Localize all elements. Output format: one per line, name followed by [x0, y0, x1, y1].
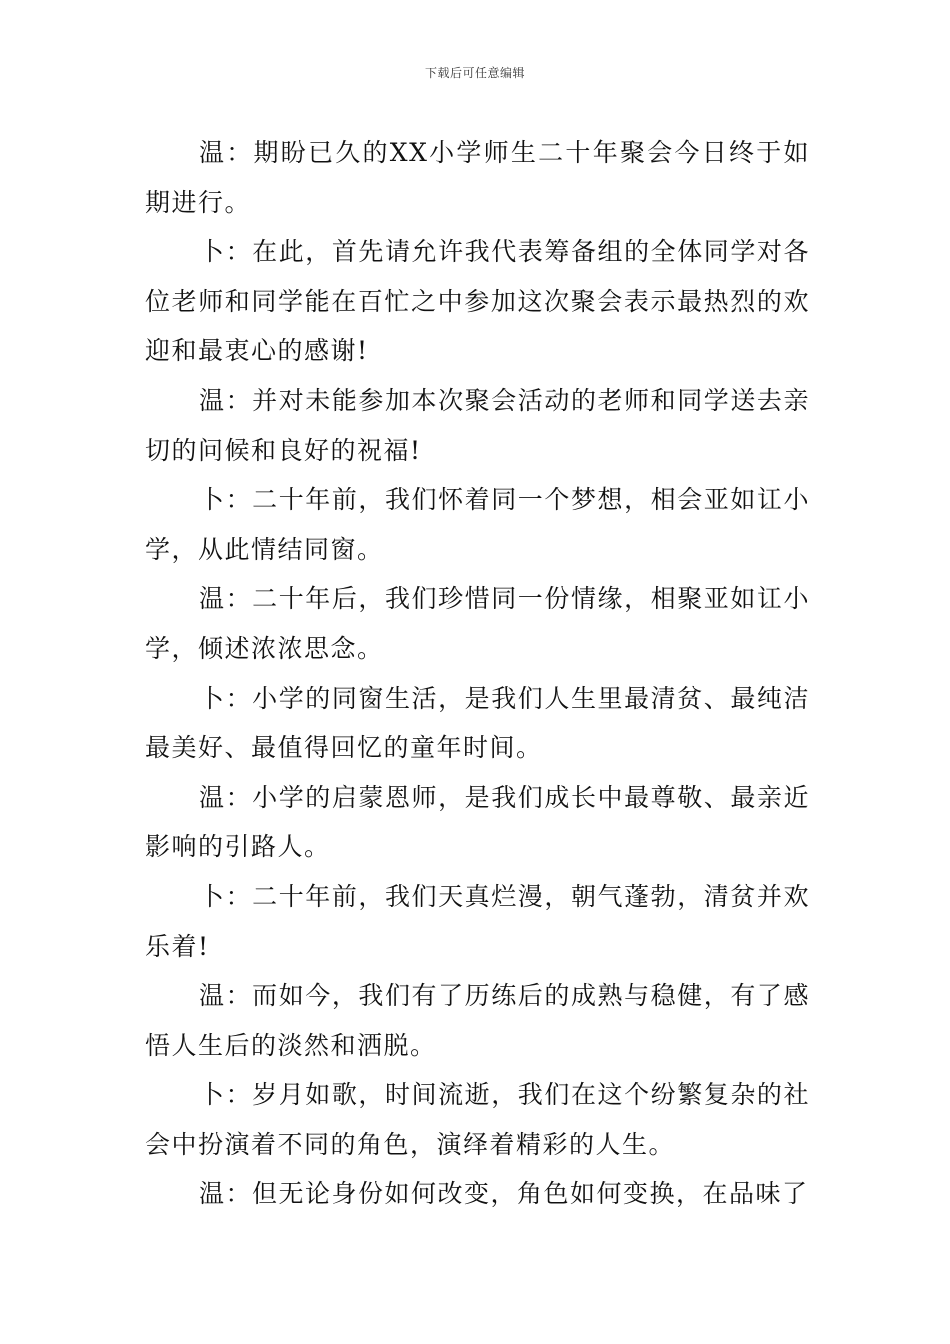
- paragraph-2: 卜：在此，首先请允许我代表筹备组的全体同学对各位老师和同学能在百忙之中参加这次聚会表示最热烈的欢迎和最衷心的感谢!: [145, 237, 810, 366]
- paragraph-10: 卜：岁月如歌，时间流逝，我们在这个纷繁复杂的社会中扮演着不同的角色，演绎着精彩的人生。: [145, 1080, 810, 1159]
- document-body: [145, 128, 810, 1219]
- paragraph-4: 卜：二十年前，我们怀着同一个梦想，相会亚如讧小学，从此情结同窗。: [145, 485, 810, 564]
- paragraph-6: 卜：小学的同窗生活，是我们人生里最清贫、最纯洁最美好、最值得回忆的童年时间。: [145, 683, 810, 763]
- paragraph-1: 温：期盼已久的XX小学师生二十年聚会今日终于如期进行。: [145, 138, 810, 217]
- page-header-note: 下载后可任意编辑: [424, 66, 525, 80]
- paragraph-5: 温：二十年后，我们珍惜同一份情缘，相聚亚如讧小学，倾述浓浓思念。: [145, 584, 810, 663]
- paragraph-7: 温：小学的启蒙恩师，是我们成长中最尊敬、最亲近影响的引路人。: [145, 782, 810, 862]
- paragraph-8: 卜：二十年前，我们天真烂漫，朝气蓬勃，清贫并欢乐着!: [145, 881, 810, 961]
- paragraph-11: 温：但无论身份如何改变，角色如何变换，在品味了: [199, 1179, 809, 1209]
- paragraph-9: 温：而如今，我们有了历练后的成熟与稳健，有了感悟人生后的淡然和洒脱。: [145, 981, 810, 1060]
- paragraph-3: 温：并对未能参加本次聚会活动的老师和同学送去亲切的问候和良好的祝福!: [145, 385, 810, 465]
